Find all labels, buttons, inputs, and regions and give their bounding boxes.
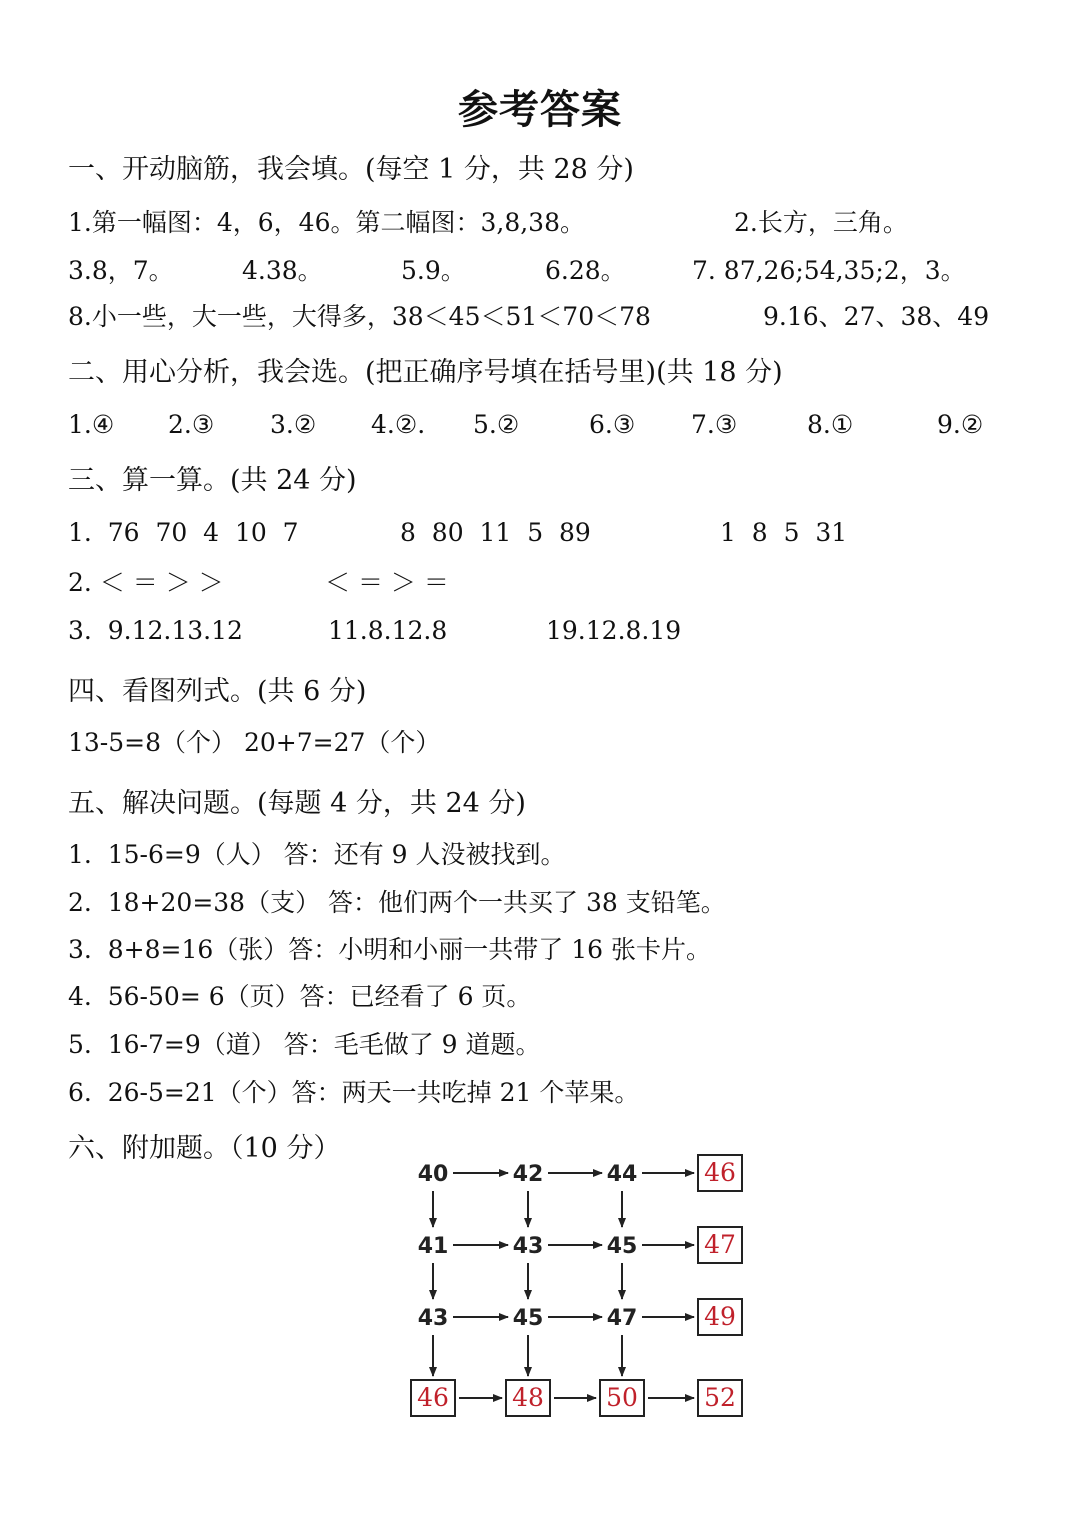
page-title: 参考答案 bbox=[458, 87, 622, 133]
number-grid-diagram bbox=[390, 1145, 770, 1435]
s2-answer: 3.② bbox=[270, 410, 317, 439]
grid-answer-number: 46 bbox=[417, 1383, 449, 1412]
s2-answer: 9.② bbox=[937, 410, 984, 439]
grid-number: 45 bbox=[512, 1306, 544, 1331]
section-2-heading: 二、用心分析，我会选。(把正确序号填在括号里)(共 18 分) bbox=[68, 357, 783, 388]
grid-number: 44 bbox=[606, 1162, 638, 1187]
section-3-heading: 三、算一算。(共 24 分) bbox=[68, 465, 357, 496]
grid-number: 42 bbox=[512, 1162, 544, 1187]
s5-answer: 2. 18+20=38（支） 答：他们两个一共买了 38 支铅笔。 bbox=[68, 888, 726, 917]
grid-answer-number: 50 bbox=[606, 1383, 638, 1412]
s1-answer-7: 7. 87,26;54,35;2，3。 bbox=[692, 256, 966, 285]
grid-number: 40 bbox=[417, 1162, 449, 1187]
s2-answer: 4.②. bbox=[371, 410, 426, 439]
grid-answer-number: 49 bbox=[704, 1302, 736, 1331]
s3-row1-b: 8 80 11 5 89 bbox=[400, 518, 591, 547]
grid-number: 43 bbox=[512, 1234, 544, 1259]
s2-answer: 2.③ bbox=[168, 410, 215, 439]
grid-number: 45 bbox=[606, 1234, 638, 1259]
grid-answer-number: 46 bbox=[704, 1158, 736, 1187]
grid-answer-number: 52 bbox=[704, 1383, 736, 1412]
section-6-heading: 六、附加题。（10 分） bbox=[68, 1133, 341, 1164]
s5-answer: 1. 15-6=9（人） 答：还有 9 人没被找到。 bbox=[68, 840, 566, 869]
s1-answer-8: 8.小一些，大一些，大得多，38＜45＜51＜70＜78 bbox=[68, 302, 651, 331]
s1-answer-6: 6.28。 bbox=[545, 256, 626, 285]
s3-row2-a: 2. ＜ ＝ ＞ ＞ bbox=[68, 568, 224, 597]
s1-answer-1: 1.第一幅图：4，6，46。第二幅图：3,8,38。 bbox=[68, 208, 585, 237]
s3-row3-b: 11.8.12.8 bbox=[328, 616, 448, 645]
s2-answer: 1.④ bbox=[68, 410, 115, 439]
s3-row3-c: 19.12.8.19 bbox=[546, 616, 682, 645]
grid-answer-number: 48 bbox=[512, 1383, 544, 1412]
section-1-heading: 一、开动脑筋，我会填。(每空 1 分，共 28 分) bbox=[68, 154, 634, 185]
s1-answer-2: 2.长方，三角。 bbox=[734, 208, 908, 237]
s3-row3-a: 3. 9.12.13.12 bbox=[68, 616, 243, 645]
grid-number: 47 bbox=[606, 1306, 638, 1331]
s4-answer: 13-5=8（个） 20+7=27（个） bbox=[68, 728, 441, 757]
grid-number: 43 bbox=[417, 1306, 449, 1331]
s1-answer-5: 5.9。 bbox=[401, 256, 466, 285]
section-5-heading: 五、解决问题。(每题 4 分，共 24 分) bbox=[68, 788, 526, 819]
s2-answer: 8.① bbox=[807, 410, 854, 439]
s2-answer: 6.③ bbox=[589, 410, 636, 439]
grid-number: 41 bbox=[417, 1234, 449, 1259]
s5-answer: 3. 8+8=16（张）答：小明和小丽一共带了 16 张卡片。 bbox=[68, 935, 711, 964]
s2-answer: 5.② bbox=[473, 410, 520, 439]
grid-answer-number: 47 bbox=[704, 1230, 736, 1259]
s3-row1-c: 1 8 5 31 bbox=[720, 518, 848, 547]
s3-row1-a: 1. 76 70 4 10 7 bbox=[68, 518, 299, 547]
s2-answer: 7.③ bbox=[691, 410, 738, 439]
s5-answer: 5. 16-7=9（道） 答：毛毛做了 9 道题。 bbox=[68, 1030, 541, 1059]
s1-answer-3: 3.8，7。 bbox=[68, 256, 174, 285]
s3-row2-b: ＜ ＝ ＞ ＝ bbox=[325, 568, 449, 597]
section-4-heading: 四、看图列式。(共 6 分) bbox=[68, 676, 367, 707]
s5-answer: 6. 26-5=21（个）答：两天一共吃掉 21 个苹果。 bbox=[68, 1078, 640, 1107]
s1-answer-4: 4.38。 bbox=[242, 256, 323, 285]
s5-answer: 4. 56-50= 6（页）答：已经看了 6 页。 bbox=[68, 982, 532, 1011]
s1-answer-9: 9.16、27、38、49 bbox=[763, 302, 990, 331]
